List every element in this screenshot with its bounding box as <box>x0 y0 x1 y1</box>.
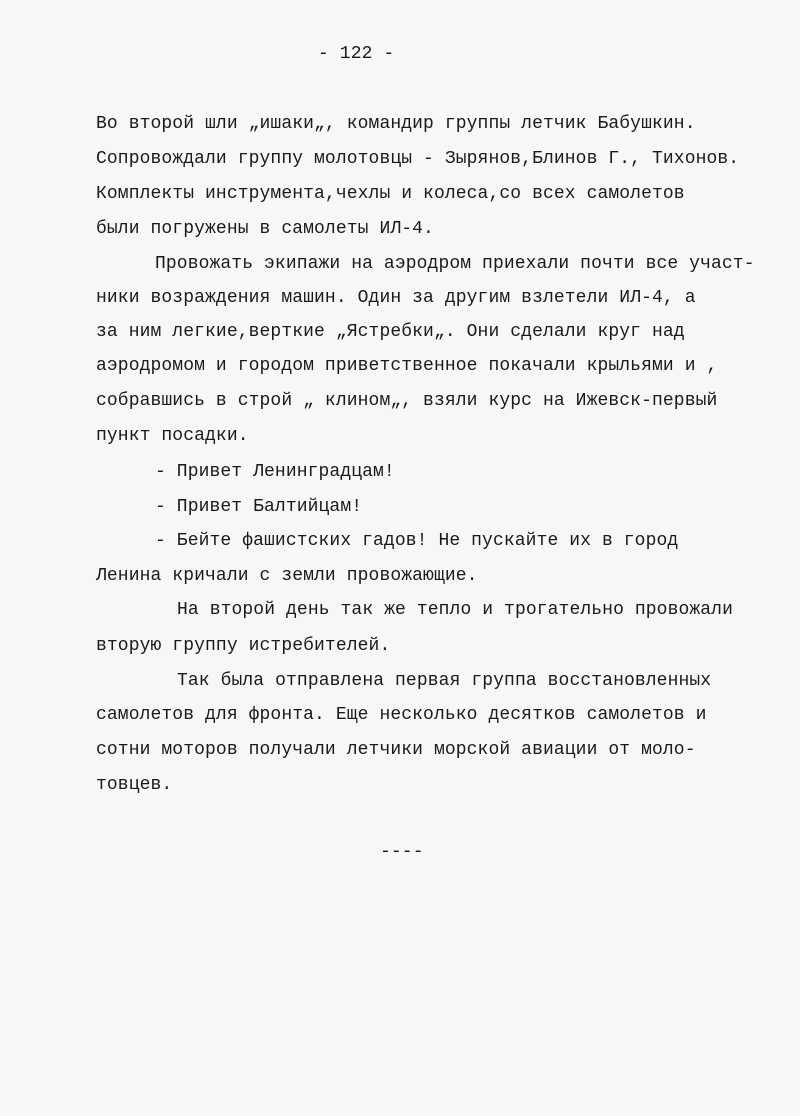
text-line: На второй день так же тепло и трогательно провожали <box>177 600 733 620</box>
text-line: Комплекты инструмента,чехлы и колеса,со всех самолетов <box>96 184 685 204</box>
text-line: пункт посадки. <box>96 426 249 446</box>
text-line: собравшись в строй „ клином„, взяли курс на Ижевск-первый <box>96 391 718 411</box>
page-number: - 122 - <box>318 44 395 64</box>
text-line: Сопровождали группу молотовцы - Зырянов,Блинов Г., Тихонов. <box>96 149 740 169</box>
section-separator: ---- <box>380 842 424 862</box>
text-line: ники возраждения машин. Один за другим взлетели ИЛ-4, а <box>96 288 696 308</box>
text-line: - Привет Балтийцам! <box>155 497 363 517</box>
text-line: аэродромом и городом приветственное покачали крыльями и , <box>96 356 718 376</box>
text-line: за ним легкие,верткие „Ястребки„. Они сделали круг над <box>96 322 685 342</box>
text-line: - Привет Ленинградцам! <box>155 462 395 482</box>
text-line: Во второй шли „ишаки„, командир группы летчик Бабушкин. <box>96 114 696 134</box>
text-line: товцев. <box>96 775 173 795</box>
text-line: сотни моторов получали летчики морской авиации от моло- <box>96 740 696 760</box>
text-line: Так была отправлена первая группа восстановленных <box>177 671 712 691</box>
text-line: самолетов для фронта. Еще несколько десятков самолетов и <box>96 705 707 725</box>
text-line: Провожать экипажи на аэродром приехали почти все участ- <box>155 254 755 274</box>
text-line: вторую группу истребителей. <box>96 636 391 656</box>
text-line: были погружены в самолеты ИЛ-4. <box>96 219 434 239</box>
text-line: - Бейте фашистских гадов! Не пускайте их в город <box>155 531 679 551</box>
text-line: Ленина кричали с земли провожающие. <box>96 566 478 586</box>
